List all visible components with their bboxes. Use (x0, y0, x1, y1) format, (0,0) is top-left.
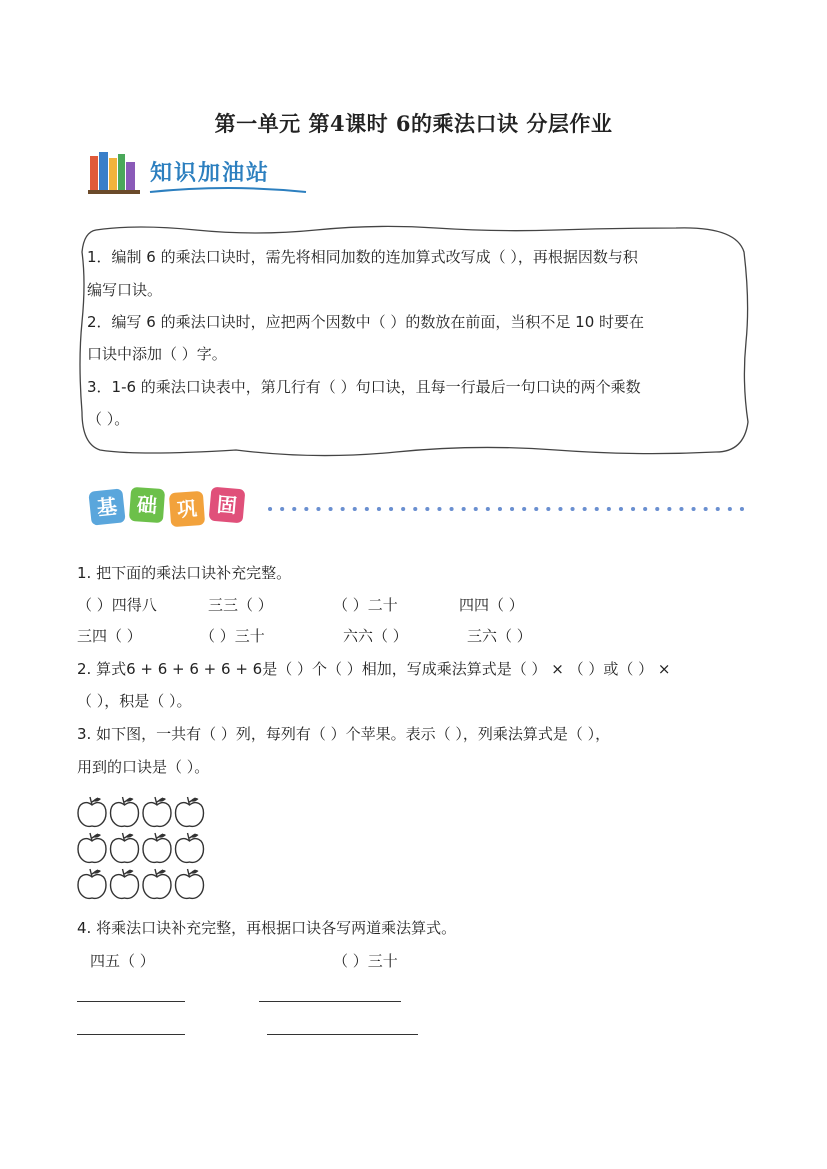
dotted-divider (266, 504, 746, 514)
q1-item: 三六（ ） (467, 627, 532, 645)
q1-item: 六六（ ） (343, 627, 408, 645)
knowledge-line-2: 编写口诀。 (87, 281, 163, 299)
apple-grid (74, 792, 214, 904)
q1-item: 三四（ ） (77, 627, 142, 645)
q3-line-2: 用到的口诀是（ ）。 (77, 758, 210, 776)
q4-text: 4. 将乘法口诀补充完整，再根据口诀各写两道乘法算式。 (77, 919, 457, 937)
apple-icon (111, 797, 139, 826)
knowledge-heading (88, 150, 318, 196)
q1-item: 三三（ ） (208, 596, 273, 614)
knowledge-line-6: （ ）。 (87, 410, 130, 428)
apple-icon (78, 833, 106, 862)
heading-underline (148, 186, 308, 196)
heading-char-1: 基 (88, 488, 125, 525)
apple-icon (111, 869, 139, 898)
knowledge-line-3: 2．编写 6 的乘法口诀时，应把两个因数中（ ）的数放在前面，当积不足 10 时要在 (87, 313, 645, 331)
q1-text: 1. 把下面的乘法口诀补充完整。 (77, 564, 292, 582)
knowledge-line-4: 口诀中添加（ ）字。 (87, 345, 227, 363)
apple-icon (78, 797, 106, 826)
q4-item-right: （ ）三十 (333, 952, 398, 970)
answer-line[interactable] (259, 1001, 401, 1002)
q4-item-left: 四五（ ） (90, 952, 155, 970)
q1-item: （ ）三十 (200, 627, 265, 645)
heading-char-4: 固 (209, 487, 246, 524)
answer-line[interactable] (77, 1034, 185, 1035)
apple-icon (176, 797, 204, 826)
apple-icon (143, 869, 171, 898)
q1-item: 四四（ ） (459, 596, 524, 614)
knowledge-heading-text: 知识加油站 (150, 161, 271, 186)
q2-line-2: （ ），积是（ ）。 (77, 692, 192, 710)
apple-icon (143, 833, 171, 862)
apple-icon (78, 869, 106, 898)
basic-heading (88, 486, 748, 534)
knowledge-line-1: 1．编制 6 的乘法口诀时，需先将相同加数的连加算式改写成（ ），再根据因数与积 (87, 248, 638, 266)
q3-line-1: 3. 如下图，一共有（ ）列，每列有（ ）个苹果。表示（ ），列乘法算式是（ ）， (77, 725, 611, 743)
knowledge-line-5: 3．1-6 的乘法口诀表中，第几行有（ ）句口诀，且每一行最后一句口诀的两个乘数 (87, 378, 641, 396)
answer-line[interactable] (267, 1034, 418, 1035)
page-title: 第一单元 第4课时 6的乘法口诀 分层作业 (214, 111, 613, 136)
apple-icon (111, 833, 139, 862)
q1-item: （ ）二十 (333, 596, 398, 614)
q2-line-1: 2. 算式6 + 6 + 6 + 6 + 6是（ ）个（ ）相加，写成乘法算式是（ ） × （ ）或（ ） × (77, 660, 671, 678)
apple-icon (176, 869, 204, 898)
heading-char-2: 础 (129, 487, 165, 523)
books-icon (88, 150, 144, 194)
apple-icon (176, 833, 204, 862)
answer-line[interactable] (77, 1001, 185, 1002)
q1-item: （ ）四得八 (77, 596, 157, 614)
heading-char-3: 巩 (169, 491, 205, 527)
apple-icon (143, 797, 171, 826)
